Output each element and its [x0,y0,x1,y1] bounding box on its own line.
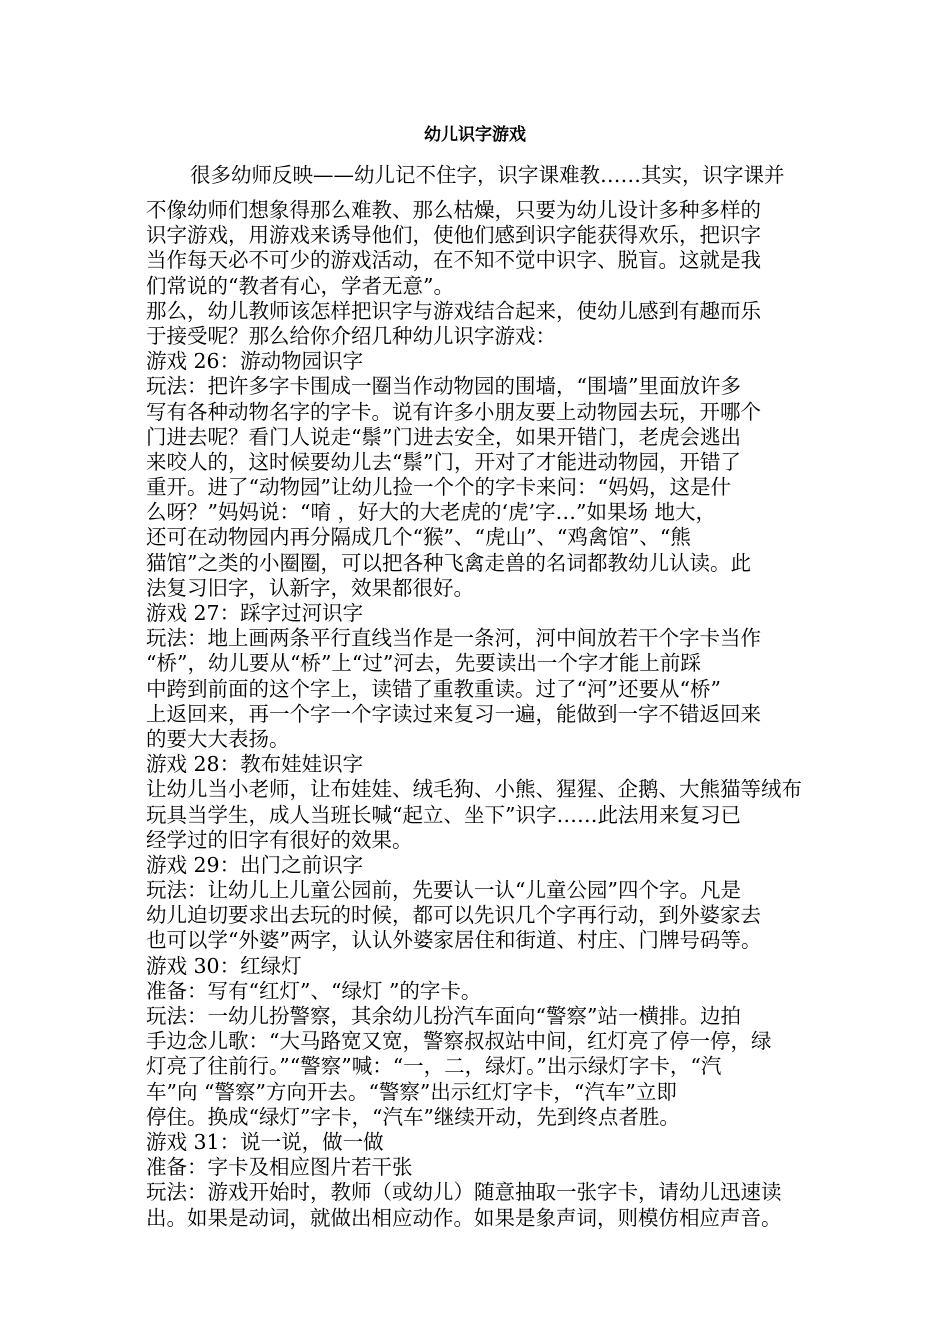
body-line: 于接受呢？那么给你介绍几种幼儿识字游戏： [146,323,556,348]
body-line: 当作每天必不可少的游戏活动，在不知不觉中识字、脱盲。这就是我 [146,248,761,273]
body-line: 么呀？”妈妈说：“唷 ，好大的大老虎的‘虎’字…”如果场 地大， [146,500,717,525]
body-line: 识字游戏，用游戏来诱导他们，使他们感到识字能获得欢乐，把识字 [146,223,761,248]
body-line: 游戏 29：出门之前识字 [146,852,364,877]
body-line: 游戏 26：游动物园识字 [146,349,364,374]
body-line: 手边念儿歌：“大马路宽又宽，警察叔叔站中间，红灯亮了停一停，绿 [146,1029,772,1054]
body-line: 玩法：游戏开始时，教师（或幼儿）随意抽取一张字卡，请幼儿迅速读 [146,1180,782,1205]
body-line: 准备：字卡及相应图片若干张 [146,1155,413,1180]
body-line: 重开。进了“动物园”让幼儿捡一个个的字卡来问：“妈妈，这是什 [146,475,731,500]
body-line: 准备：写有“红灯”、“绿灯 ”的字卡。 [146,978,482,1003]
body-line: 灯亮了往前行。”“警察”喊：“一，二，绿灯。”出示绿灯字卡，“汽 [146,1054,722,1079]
body-line: 玩具当学生，成人当班长喊“起立、坐下”识字……此法用来复习已 [146,802,741,827]
intro-first-line: 很多幼师反映——幼儿记不住字，识字课难教……其实，识字课并 [190,163,785,187]
body-line: 来咬人的，这时候要幼儿去“鬃”门，开对了才能进动物园，开错了 [146,449,741,474]
body-line: 玩法：把许多字卡围成一圈当作动物园的围墙，“围墙”里面放许多 [146,374,741,399]
body-line: 车”向 “警察”方向开去。“警察”出示红灯字卡，“汽车”立即 [146,1079,677,1104]
body-line: 玩法：地上画两条平行直线当作是一条河，河中间放若干个字卡当作 [146,626,761,651]
body-line: 让幼儿当小老师，让布娃娃、绒毛狗、小熊、猩猩、企鹅、大熊猫等绒布 [146,777,802,802]
body-line: 上返回来，再一个字一个字读过来复习一遍，能做到一字不错返回来 [146,701,761,726]
document-body [146,198,818,1231]
body-line: 猫馆”之类的小圈圈，可以把各种飞禽走兽的名词都教幼儿认读。此 [146,550,751,575]
body-line: 那么，幼儿教师该怎样把识字与游戏结合起来，使幼儿感到有趣而乐 [146,298,761,323]
body-line: 中跨到前面的这个字上，读错了重教重读。过了“河”还要从“桥” [146,676,721,701]
body-line: 游戏 30：红绿灯 [146,953,302,978]
body-line: 幼儿迫切要求出去玩的时候，都可以先识几个字再行动，到外婆家去 [146,903,761,928]
body-line: 法复习旧字，认新字，效果都很好。 [146,575,474,600]
body-line: 游戏 28：教布娃娃识字 [146,752,364,777]
body-line: 不像幼师们想象得那么难教、那么枯燥，只要为幼儿设计多种多样的 [146,198,761,222]
body-line: 还可在动物园内再分隔成几个“猴”、“虎山”、“鸡禽馆”、“熊 [146,525,691,550]
body-line: 玩法：一幼儿扮警察，其余幼儿扮汽车面向“警察”站一横排。边拍 [146,1004,741,1028]
body-line: “桥”，幼儿要从“桥”上“过”河去，先要读出一个字才能上前踩 [146,651,701,676]
body-line: 门进去呢？看门人说走“鬃”门进去安全，如果开错门，老虎会逃出 [146,424,741,449]
body-line: 游戏 31：说一说，做一做 [146,1129,384,1154]
body-line: 停住。换成“绿灯”字卡，“汽车”继续开动，先到终点者胜。 [146,1104,680,1129]
body-line: 游戏 27：踩字过河识字 [146,601,364,625]
body-line: 也可以学“外婆”两字，认认外婆家居住和街道、村庄、门牌号码等。 [146,928,762,953]
body-line: 们常说的“教者有心，学者无意”。 [146,273,454,298]
body-line: 出。如果是动词，就做出相应动作。如果是象声词，则模仿相应声音。 [146,1205,782,1230]
document-title: 幼儿识字游戏 [424,125,526,145]
body-line: 写有各种动物名字的字卡。说有许多小朋友要上动物园去玩，开哪个 [146,399,761,424]
body-line: 经学过的旧字有很好的效果。 [146,827,413,852]
body-line: 玩法：让幼儿上儿童公园前，先要认一认“儿童公园”四个字。凡是 [146,878,741,903]
body-line: 的要大大表扬。 [146,726,290,751]
